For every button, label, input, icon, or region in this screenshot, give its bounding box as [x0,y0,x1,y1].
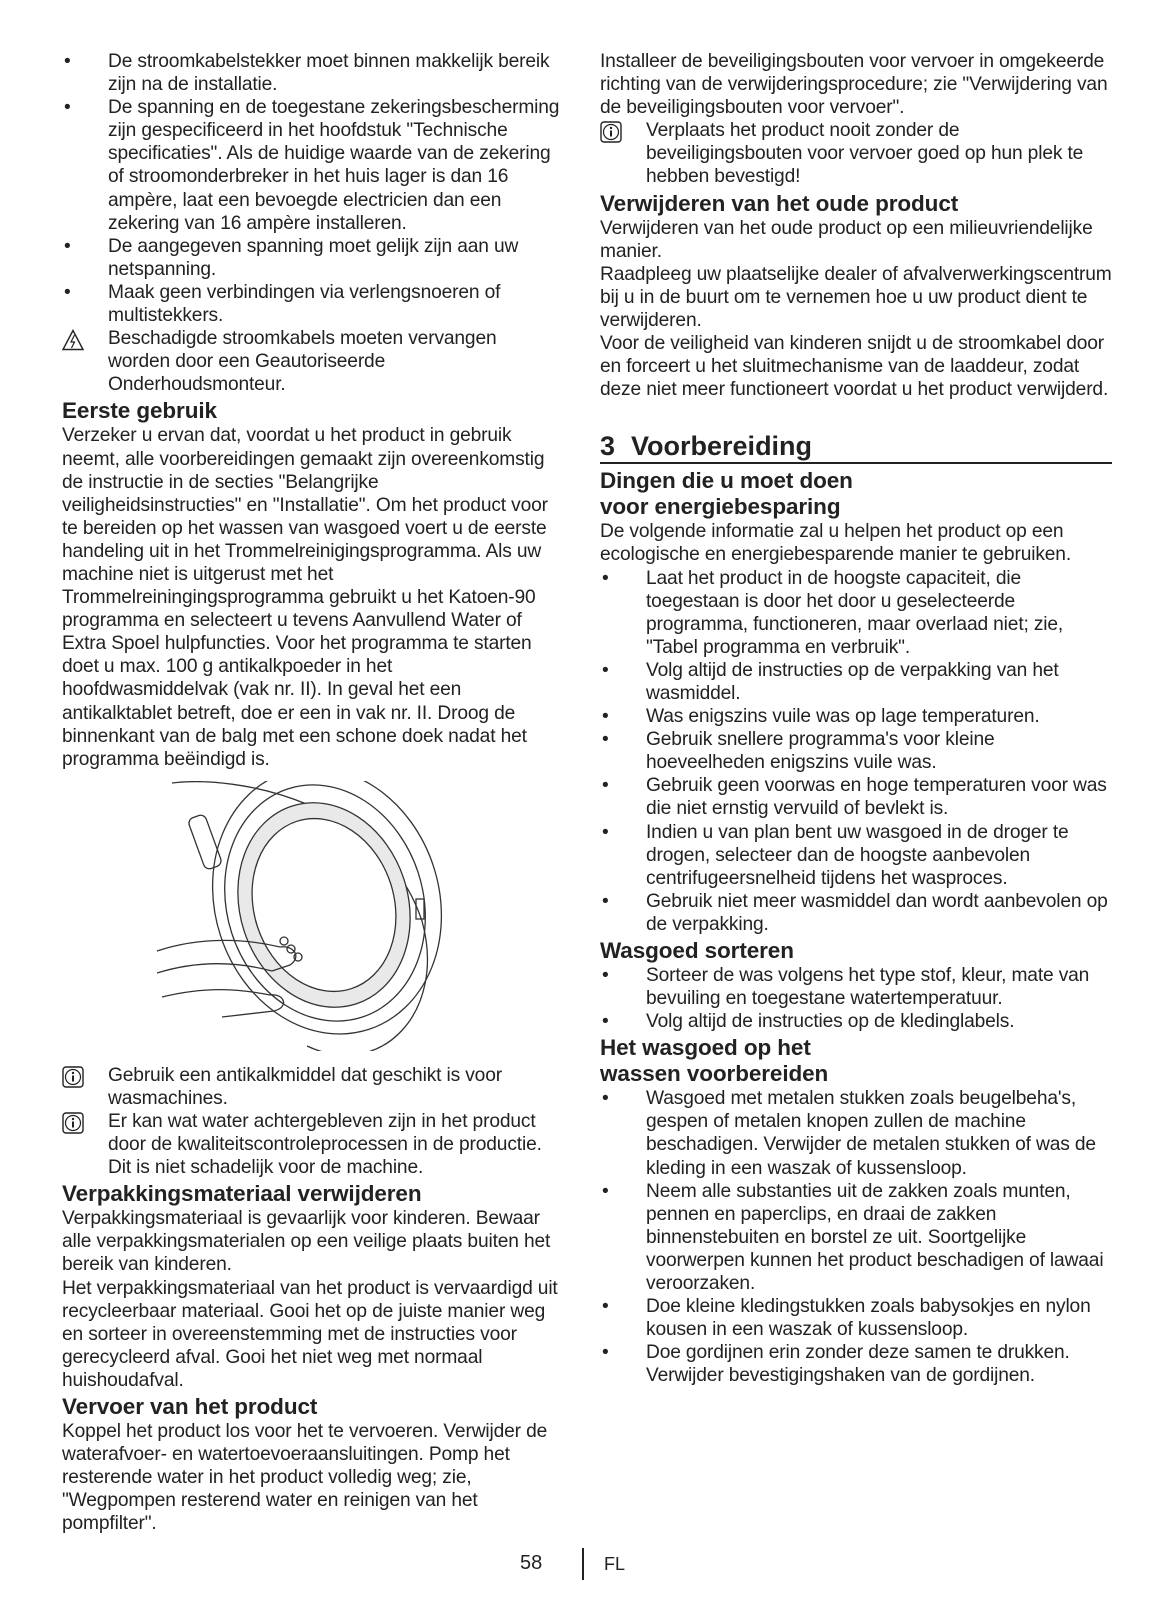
energy-bullet-list [600,567,1112,937]
list-item: • Sorteer de was volgens het type stof, kleur, mate van bevuiling en toegestane watertemperatuur. [602,965,1090,1010]
list-item: • Volg altijd de instructies op de verpakking van het wasmiddel. [602,659,1059,704]
info-icon [62,1112,84,1134]
first-use-heading: Eerste gebruik [62,398,217,424]
list-item: • Doe kleine kledingstukken zoals babysokjes en nylon kousen in een waszak of kussensloop. [602,1296,1091,1341]
energy-intro: De volgende informatie zal u helpen het product op een ecologische en energiebesparende manier te gebruiken. [600,521,1071,566]
sorting-bullet-list [600,964,1112,1033]
right-column [600,50,1112,1388]
bullet-icon: • [602,1180,609,1202]
sorting-heading: Wasgoed sorteren [600,938,794,963]
list-item: • Neem alle substanties uit de zakken zoals munten, pennen en paperclips, en draai de zakken binnenstebuiten en borstel ze uit. Soortgelijke voorwerpen kunnen het product beschadigen of lawaai veroorzaken. [602,1180,1104,1295]
warning-note: Beschadigde stroomkabels moeten vervangen worden door een Geautoriseerde Onderhoudsmonteur. [62,327,562,396]
bullet-icon: • [602,729,609,751]
chapter-heading [600,431,1112,464]
old-product-text: Voor de veiligheid van kinderen snijdt u de stroomkabel door en forceert u het sluitmechanisme van de laaddeur, zodat deze niet meer functioneert voordat u het product verwijderd. [600,333,1109,401]
bullet-icon: • [602,1011,609,1033]
bullet-icon: • [602,1342,609,1364]
old-product-text: Raadpleeg uw plaatselijke dealer of afvalverwerkingscentrum bij u in de buurt om te vernemen hoe u uw product dient te verwijderen. [600,263,1112,331]
left-column [62,50,562,1536]
list-item: • De aangegeven spanning moet gelijk zijn aan uw netspanning. [64,235,519,280]
list-item: • Wasgoed met metalen stukken zoals beugelbeha's, gespen of metalen knopen zullen de machine beschadigen. Verwijder de metalen stukken of was de kleding in een waszak of kussensloop. [602,1088,1096,1179]
bullet-icon: • [602,890,609,912]
transport-text: Koppel het product los voor het te vervoeren. Verwijder de waterafvoer- en watertoevoeraansluitingen. Pomp het resterende water in het product volledig weg; zie, "Wegpompen resterend water en reinigen van het pompfilter". [62,1421,548,1535]
list-item: • Gebruik geen voorwas en hoge temperaturen voor was die niet ernstig vervuild of bevlekt is. [602,775,1107,820]
bullet-icon: • [64,281,71,303]
packaging-heading: Verpakkingsmateriaal verwijderen [62,1181,422,1207]
info-note: Gebruik een antikalkmiddel dat geschikt is voor wasmachines. [62,1064,562,1110]
prepare-heading: Het wasgoed op het wassen voorbereiden [600,1035,829,1087]
info-icon [600,121,622,143]
chapter-number: 3 [600,431,616,462]
washing-machine-door-illustration [62,781,562,1051]
info-note: Verplaats het product nooit zonder de beveiligingsbouten voor vervoer goed op hun plek te hebben bevestigd! [600,119,1112,188]
list-item: • De spanning en de toegestane zekeringsbescherming zijn gespecificeerd in het hoofdstuk "Technische specificaties". Als de huidige waarde van de zekering of stroomonderbreker in het huis lager is dan 16 ampère, laat een bevoegde electricien dan een zekering van 16 ampère installeren. [64,97,560,234]
info-icon [62,1066,84,1088]
bullet-icon: • [602,1296,609,1318]
bullet-icon: • [602,965,609,986]
packaging-text: Het verpakkingsmateriaal van het product is vervaardigd uit recycleerbaar materiaal. Gooi het op de juiste manier weg en sorteer in overeenstemming met de instructies voor gerecycleerd afval. Gooi het niet weg met normaal huishoudafval. [62,1277,558,1391]
list-item: • De stroomkabelstekker moet binnen makkelijk bereik zijn na de installatie. [64,51,550,96]
bullet-icon: • [64,97,71,119]
list-item: • Gebruik snellere programma's voor kleine hoeveelheden enigszins vuile was. [602,729,995,774]
prepare-bullet-list [600,1087,1112,1387]
bullet-icon: • [64,235,71,257]
list-item: • Gebruik niet meer wasmiddel dan wordt aanbevolen op de verpakking. [602,890,1108,935]
bullet-icon: • [64,51,71,72]
bullet-icon: • [602,1088,609,1110]
list-item: • Doe gordijnen erin zonder deze samen te drukken. Verwijder bevestigingshaken van de gordijnen. [602,1342,1070,1387]
power-bullet-list [62,50,562,327]
language-code: FL [604,1554,626,1574]
footer-divider [582,1548,584,1580]
info-note: Er kan wat water achtergebleven zijn in het product door de kwaliteitscontroleprocessen in de productie. Dit is niet schadelijk voor de machine. [62,1110,562,1179]
bullet-icon: • [602,775,609,797]
bullet-icon: • [602,659,609,681]
first-use-text: Verzeker u ervan dat, voordat u het product in gebruik neemt, alle voorbereidingen gemaakt zijn overeenkomstig de instructie in de secties "Belangrijke veiligheidsinstructies" en "Installatie". Om het product voor te bereiden op het wassen van wasgoed voert u de eerste handeling uit in het Trommelreinigingsprogramma. Als uw machine niet is uitgerust met het Trommelreiningingsprogramma gebruikt u het Katoen-90 programma en selecteert u tevens Aanvullend Water of Extra Spoel hulpfuncties. Voor het programma te starten doet u max. 100 g antikalkpoeder in het hoofdwasmiddelvak (vak nr. II). In geval het een antikalktablet betreft, doe er een in vak nr. II. Droog de binnenkant van de balg met een schone doek nadat het programma beëindigd is. [62,425,548,770]
list-item: • Maak geen verbindingen via verlengsnoeren of multistekkers. [64,281,501,327]
old-product-text: Verwijderen van het oude product op een milieuvriendelijke manier. [600,217,1093,262]
energy-heading: Dingen die u moet doen voor energiebesparing [600,468,853,520]
list-item: • Laat het product in de hoogste capaciteit, die toegestaan is door het door u geselecteerde programma, functioneren, maar overlaad niet; zie, "Tabel programma en verbruik". [602,567,1064,658]
page-number: 58 [520,1552,543,1574]
list-item: • Volg altijd de instructies op de kledinglabels. [602,1011,1015,1033]
warning-icon [62,329,84,351]
page-footer [0,1548,1166,1584]
list-item: • Was enigszins vuile was op lage temperaturen. [602,706,1040,728]
packaging-text: Verpakkingsmateriaal is gevaarlijk voor kinderen. Bewaar alle verpakkingsmaterialen op een veilige plaats buiten het bereik van kinderen. [62,1208,551,1276]
list-item: • Indien u van plan bent uw wasgoed in de droger te drogen, selecteer dan de hoogste aanbevolen centrifugeersnelheid tijdens het wasproces. [602,821,1069,889]
transport-continued-text: Installeer de beveiligingsbouten voor vervoer in omgekeerde richting van de verwijderingsprocedure; zie "Verwijdering van de beveiligingsbouten voor vervoer". [600,51,1108,119]
bullet-icon: • [602,821,609,843]
bullet-icon: • [602,706,609,728]
bullet-icon: • [602,567,609,589]
transport-heading: Vervoer van het product [62,1394,318,1420]
chapter-title: Voorbereiding [631,431,813,462]
old-product-heading: Verwijderen van het oude product [600,190,959,216]
